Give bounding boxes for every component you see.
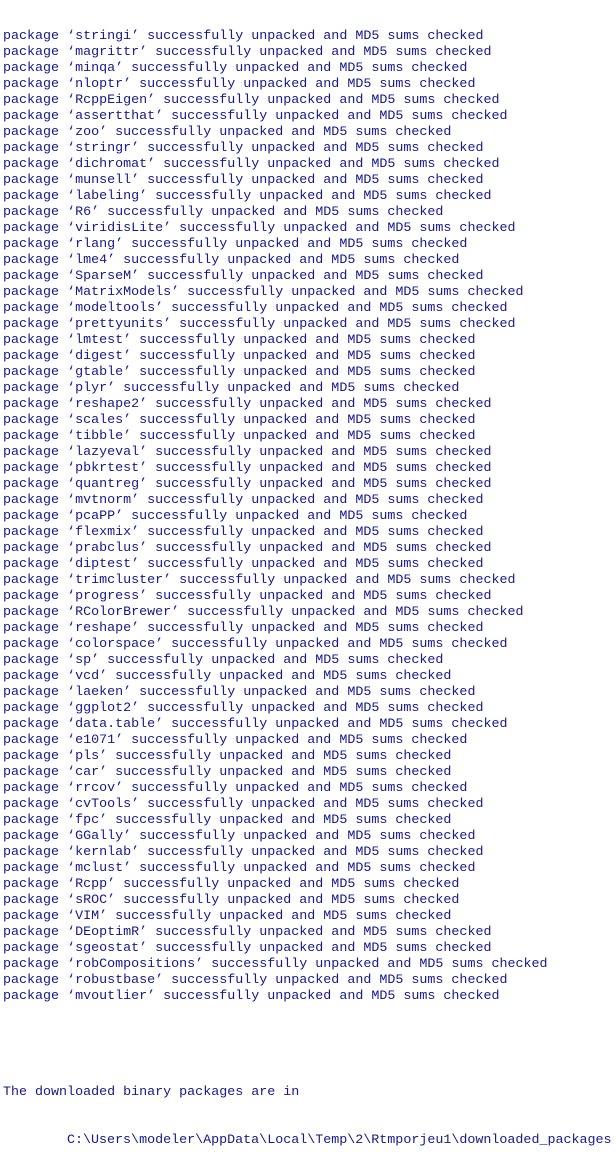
downloaded-packages-message: The downloaded binary packages are in [3, 1085, 300, 1100]
package-status-line: package ‘lme4’ successfully unpacked and MD5 sums checked [3, 253, 460, 268]
package-status-line: package ‘scales’ successfully unpacked and MD5 sums checked [3, 413, 476, 428]
package-status-line: package ‘cvTools’ successfully unpacked and MD5 sums checked [3, 797, 484, 812]
package-status-line: package ‘viridisLite’ successfully unpacked and MD5 sums checked [3, 221, 516, 236]
package-status-line: package ‘car’ successfully unpacked and MD5 sums checked [3, 765, 452, 780]
package-status-line: package ‘fpc’ successfully unpacked and MD5 sums checked [3, 813, 452, 828]
package-status-line: package ‘RcppEigen’ successfully unpacked and MD5 sums checked [3, 93, 500, 108]
package-status-line: package ‘ggplot2’ successfully unpacked and MD5 sums checked [3, 701, 484, 716]
package-status-line: package ‘mvtnorm’ successfully unpacked and MD5 sums checked [3, 493, 484, 508]
package-status-line: package ‘dichromat’ successfully unpacked and MD5 sums checked [3, 157, 500, 172]
package-status-line: package ‘sROC’ successfully unpacked and MD5 sums checked [3, 893, 460, 908]
package-status-line: package ‘flexmix’ successfully unpacked and MD5 sums checked [3, 525, 484, 540]
package-status-line: package ‘tibble’ successfully unpacked and MD5 sums checked [3, 429, 476, 444]
package-status-line: package ‘MatrixModels’ successfully unpacked and MD5 sums checked [3, 285, 524, 300]
package-status-line: package ‘sgeostat’ successfully unpacked and MD5 sums checked [3, 941, 492, 956]
package-status-line: package ‘reshape2’ successfully unpacked and MD5 sums checked [3, 397, 492, 412]
package-status-line: package ‘pbkrtest’ successfully unpacked and MD5 sums checked [3, 461, 492, 476]
package-status-line: package ‘data.table’ successfully unpacked and MD5 sums checked [3, 717, 508, 732]
package-status-line: package ‘reshape’ successfully unpacked and MD5 sums checked [3, 621, 484, 636]
package-status-line: package ‘progress’ successfully unpacked and MD5 sums checked [3, 589, 492, 604]
package-status-line: package ‘mclust’ successfully unpacked and MD5 sums checked [3, 861, 476, 876]
package-status-line: package ‘SparseM’ successfully unpacked and MD5 sums checked [3, 269, 484, 284]
package-status-line: package ‘vcd’ successfully unpacked and MD5 sums checked [3, 669, 452, 684]
package-status-line: package ‘minqa’ successfully unpacked and MD5 sums checked [3, 61, 468, 76]
package-status-line: package ‘Rcpp’ successfully unpacked and MD5 sums checked [3, 877, 460, 892]
package-status-line: package ‘quantreg’ successfully unpacked and MD5 sums checked [3, 477, 492, 492]
package-status-line: package ‘stringr’ successfully unpacked and MD5 sums checked [3, 141, 484, 156]
package-status-line: package ‘GGally’ successfully unpacked and MD5 sums checked [3, 829, 476, 844]
package-status-line: package ‘plyr’ successfully unpacked and MD5 sums checked [3, 381, 460, 396]
package-status-line: package ‘lmtest’ successfully unpacked and MD5 sums checked [3, 333, 476, 348]
package-status-line: package ‘labeling’ successfully unpacked and MD5 sums checked [3, 189, 492, 204]
package-status-line: package ‘modeltools’ successfully unpacked and MD5 sums checked [3, 301, 508, 316]
package-status-line: package ‘zoo’ successfully unpacked and MD5 sums checked [3, 125, 452, 140]
package-status-line: package ‘kernlab’ successfully unpacked and MD5 sums checked [3, 845, 484, 860]
package-status-line: package ‘pls’ successfully unpacked and MD5 sums checked [3, 749, 452, 764]
package-status-line: package ‘VIM’ successfully unpacked and MD5 sums checked [3, 909, 452, 924]
package-status-line: package ‘munsell’ successfully unpacked and MD5 sums checked [3, 173, 484, 188]
package-status-line: package ‘stringi’ successfully unpacked and MD5 sums checked [3, 29, 484, 44]
blank-line [3, 1037, 616, 1053]
package-status-line: package ‘e1071’ successfully unpacked and MD5 sums checked [3, 733, 468, 748]
package-status-line: package ‘pcaPP’ successfully unpacked and MD5 sums checked [3, 509, 468, 524]
r-console-output [3, 0, 616, 1165]
package-status-line: package ‘trimcluster’ successfully unpacked and MD5 sums checked [3, 573, 516, 588]
package-status-line: package ‘RColorBrewer’ successfully unpacked and MD5 sums checked [3, 605, 524, 620]
package-status-line: package ‘gtable’ successfully unpacked and MD5 sums checked [3, 365, 476, 380]
package-status-line: package ‘mvoutlier’ successfully unpacked and MD5 sums checked [3, 989, 500, 1004]
package-status-line: package ‘R6’ successfully unpacked and MD5 sums checked [3, 205, 444, 220]
package-status-line: package ‘assertthat’ successfully unpacked and MD5 sums checked [3, 109, 508, 124]
package-status-line: package ‘prabclus’ successfully unpacked and MD5 sums checked [3, 541, 492, 556]
package-status-line: package ‘robCompositions’ successfully unpacked and MD5 sums checked [3, 957, 548, 972]
downloaded-packages-path: C:\Users\modeler\AppData\Local\Temp\2\Rtmporjeu1\downloaded_packages [67, 1133, 612, 1148]
package-status-line: package ‘magrittr’ successfully unpacked and MD5 sums checked [3, 45, 492, 60]
package-status-line: package ‘colorspace’ successfully unpacked and MD5 sums checked [3, 637, 508, 652]
package-status-line: package ‘robustbase’ successfully unpacked and MD5 sums checked [3, 973, 508, 988]
package-status-line: package ‘prettyunits’ successfully unpacked and MD5 sums checked [3, 317, 516, 332]
package-status-line: package ‘DEoptimR’ successfully unpacked and MD5 sums checked [3, 925, 492, 940]
package-status-line: package ‘nloptr’ successfully unpacked and MD5 sums checked [3, 77, 476, 92]
package-status-line: package ‘digest’ successfully unpacked and MD5 sums checked [3, 349, 476, 364]
package-status-line: package ‘rlang’ successfully unpacked and MD5 sums checked [3, 237, 468, 252]
package-status-list [3, 29, 616, 1005]
package-status-line: package ‘diptest’ successfully unpacked and MD5 sums checked [3, 557, 484, 572]
package-status-line: package ‘sp’ successfully unpacked and MD5 sums checked [3, 653, 444, 668]
package-status-line: package ‘lazyeval’ successfully unpacked and MD5 sums checked [3, 445, 492, 460]
package-status-line: package ‘laeken’ successfully unpacked and MD5 sums checked [3, 685, 476, 700]
package-status-line: package ‘rrcov’ successfully unpacked and MD5 sums checked [3, 781, 468, 796]
